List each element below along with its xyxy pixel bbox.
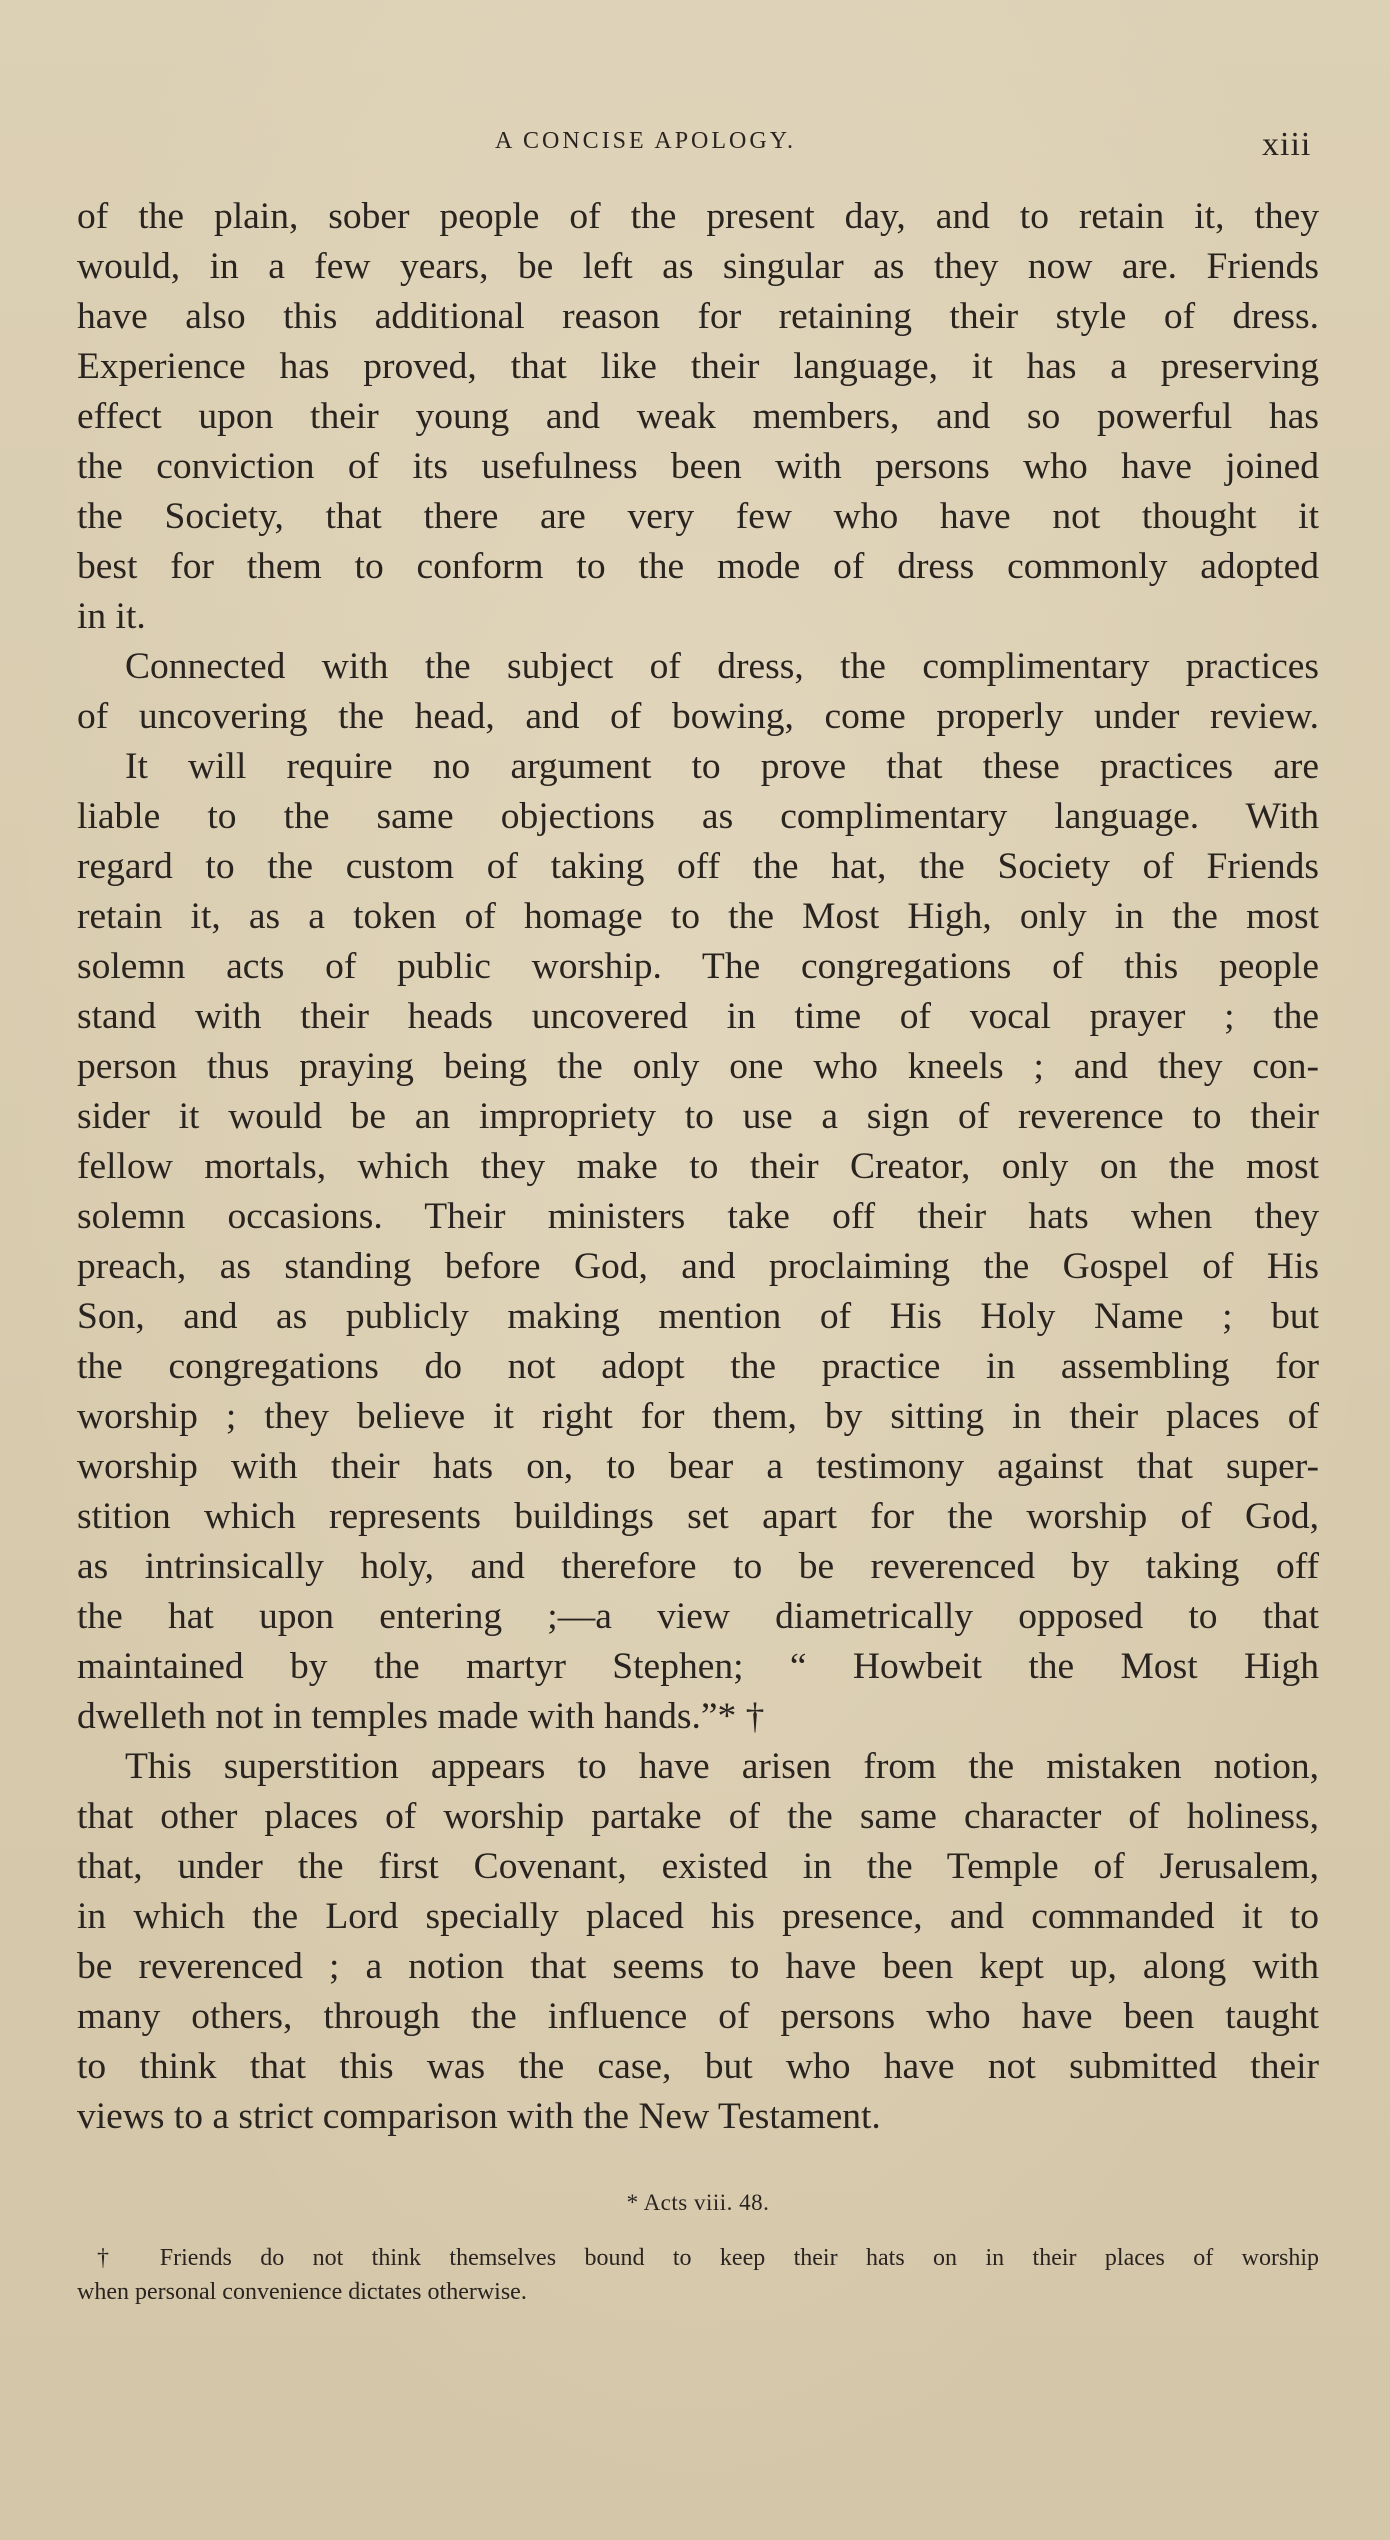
text-line: best for them to conform to the mode of dress commonly adopted <box>77 546 1319 587</box>
text-line: Son, and as publicly making mention of His Holy Name ; but <box>77 1296 1319 1337</box>
footnotes <box>77 2185 1319 2309</box>
text-line: of the plain, sober people of the present day, and to retain it, they <box>77 196 1319 237</box>
text-line: stand with their heads uncovered in time of vocal prayer ; the <box>77 996 1319 1037</box>
text-line: preach, as standing before God, and proclaiming the Gospel of His <box>77 1246 1319 1287</box>
text-line: views to a strict comparison with the New Testament. <box>77 2096 881 2137</box>
text-line: solemn occasions. Their ministers take off their hats when they <box>77 1196 1319 1237</box>
text-line: have also this additional reason for retaining their style of dress. <box>77 296 1319 337</box>
text-line: retain it, as a token of homage to the Most High, only in the most <box>77 896 1319 937</box>
text-line: of uncovering the head, and of bowing, come properly under review. <box>77 696 1319 737</box>
text-line: to think that this was the case, but who have not submitted their <box>77 2046 1319 2087</box>
body-text <box>77 192 1319 2142</box>
text-line: be reverenced ; a notion that seems to have been kept up, along with <box>77 1946 1319 1987</box>
text-line: that other places of worship partake of the same character of holiness, <box>77 1796 1319 1837</box>
text-line: Experience has proved, that like their language, it has a preserving <box>77 346 1319 387</box>
text-line: person thus praying being the only one who kneels ; and they con- <box>77 1046 1319 1087</box>
text-line: effect upon their young and weak members, and so powerful has <box>77 396 1319 437</box>
footnote-dagger-line: † Friends do not think themselves bound to keep their hats on in their places of worship <box>97 2245 1319 2271</box>
text-line: the hat upon entering ;—a view diametrically opposed to that <box>77 1596 1319 1637</box>
text-line: would, in a few years, be left as singular as they now are. Friends <box>77 246 1319 287</box>
running-title: A CONCISE APOLOGY. <box>495 128 796 154</box>
text-line: This superstition appears to have arisen from the mistaken notion, <box>125 1746 1319 1787</box>
text-line: fellow mortals, which they make to their Creator, only on the most <box>77 1146 1319 1187</box>
text-line: as intrinsically holy, and therefore to be reverenced by taking off <box>77 1546 1319 1587</box>
text-line: in it. <box>77 596 146 637</box>
text-line: that, under the first Covenant, existed in the Temple of Jerusalem, <box>77 1846 1319 1887</box>
text-line: dwelleth not in temples made with hands.”* † <box>77 1696 765 1737</box>
text-line: stition which represents buildings set apart for the worship of God, <box>77 1496 1319 1537</box>
footnote-acts: * Acts viii. 48. <box>626 2190 770 2215</box>
text-line: the conviction of its usefulness been with persons who have joined <box>77 446 1319 487</box>
text-line: Connected with the subject of dress, the complimentary practices <box>125 646 1319 687</box>
text-line: It will require no argument to prove that these practices are <box>125 746 1319 787</box>
text-line: sider it would be an impropriety to use a sign of reverence to their <box>77 1096 1319 1137</box>
text-line: maintained by the martyr Stephen; “ Howbeit the Most High <box>77 1646 1319 1687</box>
text-line: in which the Lord specially placed his presence, and commanded it to <box>77 1896 1319 1937</box>
text-line: the congregations do not adopt the practice in assembling for <box>77 1346 1319 1387</box>
page-number: xiii <box>1262 126 1312 163</box>
text-line: worship ; they believe it right for them, by sitting in their places of <box>77 1396 1319 1437</box>
text-line: worship with their hats on, to bear a testimony against that super- <box>77 1446 1319 1487</box>
text-line: liable to the same objections as complimentary language. With <box>77 796 1319 837</box>
text-line: many others, through the influence of persons who have been taught <box>77 1996 1319 2037</box>
running-head <box>0 122 1390 172</box>
text-line: solemn acts of public worship. The congregations of this people <box>77 946 1319 987</box>
text-line: regard to the custom of taking off the hat, the Society of Friends <box>77 846 1319 887</box>
footnote-dagger-line: when personal convenience dictates otherwise. <box>77 2279 527 2305</box>
text-line: the Society, that there are very few who have not thought it <box>77 496 1319 537</box>
